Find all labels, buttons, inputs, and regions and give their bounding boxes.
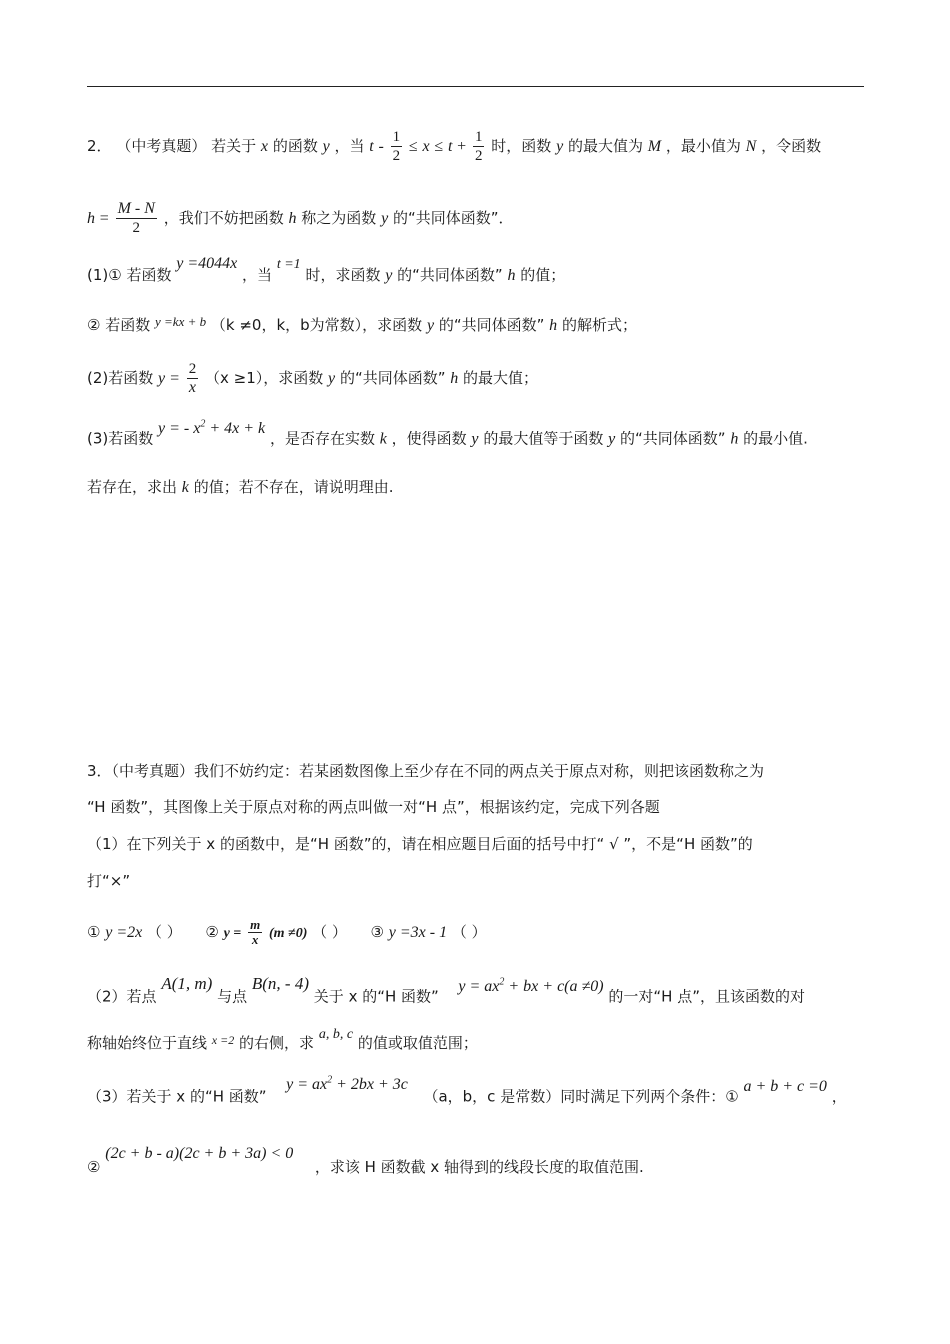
math-t-value: t =1 [276, 257, 301, 272]
math-y: y [322, 138, 330, 155]
text: ，求该 H 函数截 x 轴得到的线段长度的取值范围. [314, 1158, 644, 1176]
q3-line-2: “H 函数”，其图像上关于原点对称的两点叫做一对“H 点”，根据该约定，完成下列各题 [87, 798, 660, 816]
q2-part3-line2 [87, 476, 393, 499]
text: ，令函数 [761, 137, 822, 155]
math-y: y [328, 370, 336, 387]
text: ，当 [334, 137, 365, 155]
point-b: B(n, - 4) [251, 974, 310, 994]
q3-part2 [87, 974, 805, 1008]
math-k: k [379, 430, 387, 448]
frac-den: 2 [392, 148, 401, 164]
math-func: y =3x - 1 [388, 924, 448, 941]
math-le: ≤ [434, 138, 444, 155]
math-eq: = [99, 210, 109, 227]
text: ② [87, 1158, 101, 1176]
text: 的最大值为 [567, 137, 643, 155]
text: ，最小值为 [665, 137, 741, 155]
math-y: y [471, 430, 479, 448]
text: 的值或取值范围； [357, 1034, 478, 1052]
answer-paren: （ ） [312, 923, 347, 941]
q2-source: （中考真题） [116, 137, 207, 155]
text: 的函数 [272, 137, 318, 155]
q3-part3 [87, 1075, 847, 1108]
frac-den: 2 [132, 220, 140, 236]
fraction-half [391, 128, 403, 165]
point-a: A(1, m) [161, 974, 213, 994]
frac-den: x [251, 932, 259, 947]
text: ，使得函数 [391, 429, 467, 448]
math-y: y [381, 210, 389, 227]
math-h: h [507, 267, 516, 284]
math-t: t [447, 138, 453, 155]
text: （k ≠0，k，b为常数），求函数 [210, 316, 423, 334]
text: 的右侧，求 [239, 1034, 315, 1052]
math-cond1: a + b + c =0 [743, 1078, 827, 1096]
fraction-2-over-x [187, 360, 199, 397]
math-y: y [426, 317, 435, 334]
frac-den: x [188, 379, 197, 396]
func-part: y = ax [286, 1076, 328, 1094]
text: 时，函数 [491, 137, 552, 155]
math-func: y =kx + b [155, 314, 207, 329]
text: 的最大值等于函数 [483, 429, 604, 448]
math-x: x [422, 138, 430, 155]
answer-paren: （ ） [451, 923, 487, 941]
math-func [286, 1076, 408, 1093]
text: 称轴始终位于直线 [87, 1034, 208, 1052]
text: 的解析式； [561, 316, 637, 334]
q2-part3 [87, 419, 808, 450]
text: 若存在，求出 [87, 478, 178, 496]
text: 的值；若不存在，请说明理由. [193, 478, 394, 496]
text: (1)① 若函数 [87, 266, 172, 284]
text: 的最大值； [463, 369, 539, 387]
q3-part3-line2 [87, 1145, 644, 1179]
q3-line-4: 打“×” [87, 872, 131, 890]
math-y: y = [223, 926, 242, 941]
q2-part1-a [87, 255, 566, 288]
math-line: x =2 [211, 1033, 235, 1047]
frac-num: M - N [117, 200, 155, 217]
math-y: y = [158, 370, 180, 387]
math-func: y =2x [105, 924, 143, 941]
math-h: h [549, 317, 558, 334]
func-exponent: 2 [327, 1075, 333, 1086]
math-h: h [288, 210, 297, 227]
math-cond: (m ≠0) [268, 926, 308, 941]
math-t: t [369, 138, 374, 155]
text: （2）若点 [87, 987, 157, 1006]
math-func: y =4044x [176, 255, 238, 272]
text: 关于 x 的“H 函数” [313, 987, 439, 1006]
func-part: + bx + c(a ≠0) [504, 978, 604, 996]
text: 时，求函数 [305, 266, 381, 284]
fraction-half [473, 128, 485, 165]
text: ，我们不妨把函数 [163, 209, 284, 227]
math-h: h [450, 370, 459, 387]
text: 若关于 [211, 137, 257, 155]
fraction-h-def [116, 200, 157, 237]
func-part: y = ax [458, 978, 500, 996]
text: 的“共同体函数” [438, 316, 545, 334]
func-exponent: 2 [200, 419, 206, 430]
q2-part1-b [87, 314, 637, 337]
math-M: M [647, 138, 662, 155]
math-x: x [260, 138, 269, 155]
func-part: + 4x + k [205, 420, 266, 438]
func-part: y = - x [158, 420, 201, 438]
text: 称之为函数 [301, 209, 377, 227]
answer-paren: （ ） [147, 923, 182, 941]
fraction-m-over-x [248, 918, 262, 947]
math-abc: a, b, c [318, 1027, 354, 1042]
math-minus: - [378, 138, 384, 155]
header-rule [87, 86, 864, 87]
func-part: + 2bx + 3c [332, 1076, 408, 1094]
math-func [158, 420, 265, 437]
math-y: y [556, 138, 564, 155]
text: (2)若函数 [87, 369, 154, 387]
text: ③ [370, 923, 384, 941]
text: 的最小值. [743, 429, 808, 448]
text: (3)若函数 [87, 429, 154, 448]
text: 的“共同体函数” [620, 429, 726, 448]
math-h: h [87, 210, 95, 227]
text: ，当 [242, 266, 273, 284]
func-exponent: 2 [499, 977, 505, 988]
math-y: y [385, 267, 393, 284]
math-N: N [745, 138, 757, 155]
math-cond2: (2c + b - a)(2c + b + 3a) < 0 [105, 1145, 294, 1162]
q3-part2-line2 [87, 1027, 478, 1056]
q3-options [87, 918, 487, 947]
text: ② 若函数 [87, 316, 151, 334]
q2-line-2 [87, 200, 514, 237]
q2-part2 [87, 360, 538, 397]
q3-line-3: （1）在下列关于 x 的函数中，是“H 函数”的，请在相应题目后面的括号中打“ √ ”，不是“H 函数”的 [87, 835, 753, 853]
frac-num: 2 [188, 361, 197, 377]
math-le: ≤ [408, 138, 418, 155]
math-plus: + [457, 138, 467, 155]
text: （x ≥1），求函数 [205, 369, 324, 387]
text: 的值； [520, 266, 566, 284]
frac-num: 1 [392, 129, 401, 145]
text: ① [87, 923, 101, 941]
math-h: h [730, 430, 739, 448]
text: 的“共同体函数” [397, 266, 503, 284]
q3-line-1: 3．（中考真题）我们不妨约定：若某函数图像上至少存在不同的两点关于原点对称，则把该函数称之为 [87, 762, 765, 780]
text: ，是否存在实数 [269, 429, 375, 448]
math-k: k [181, 479, 189, 496]
text: 的一对“H 点”，且该函数的对 [608, 987, 805, 1006]
math-y: y [608, 430, 616, 448]
q2-number: 2． [87, 137, 112, 155]
math-func [458, 978, 603, 995]
frac-den: 2 [474, 148, 483, 164]
text: ， [831, 1087, 847, 1106]
q2-line-1 [87, 128, 821, 165]
text: （3）若关于 x 的“H 函数” [87, 1087, 267, 1106]
frac-num: m [250, 917, 261, 932]
text: 的“共同体函数” [339, 369, 446, 387]
text: （a，b，c 是常数）同时满足下列两个条件：① [423, 1087, 739, 1106]
text: 与点 [217, 987, 248, 1006]
text: 的“共同体函数”． [392, 209, 514, 227]
frac-num: 1 [474, 129, 483, 145]
text: ② [205, 923, 219, 941]
